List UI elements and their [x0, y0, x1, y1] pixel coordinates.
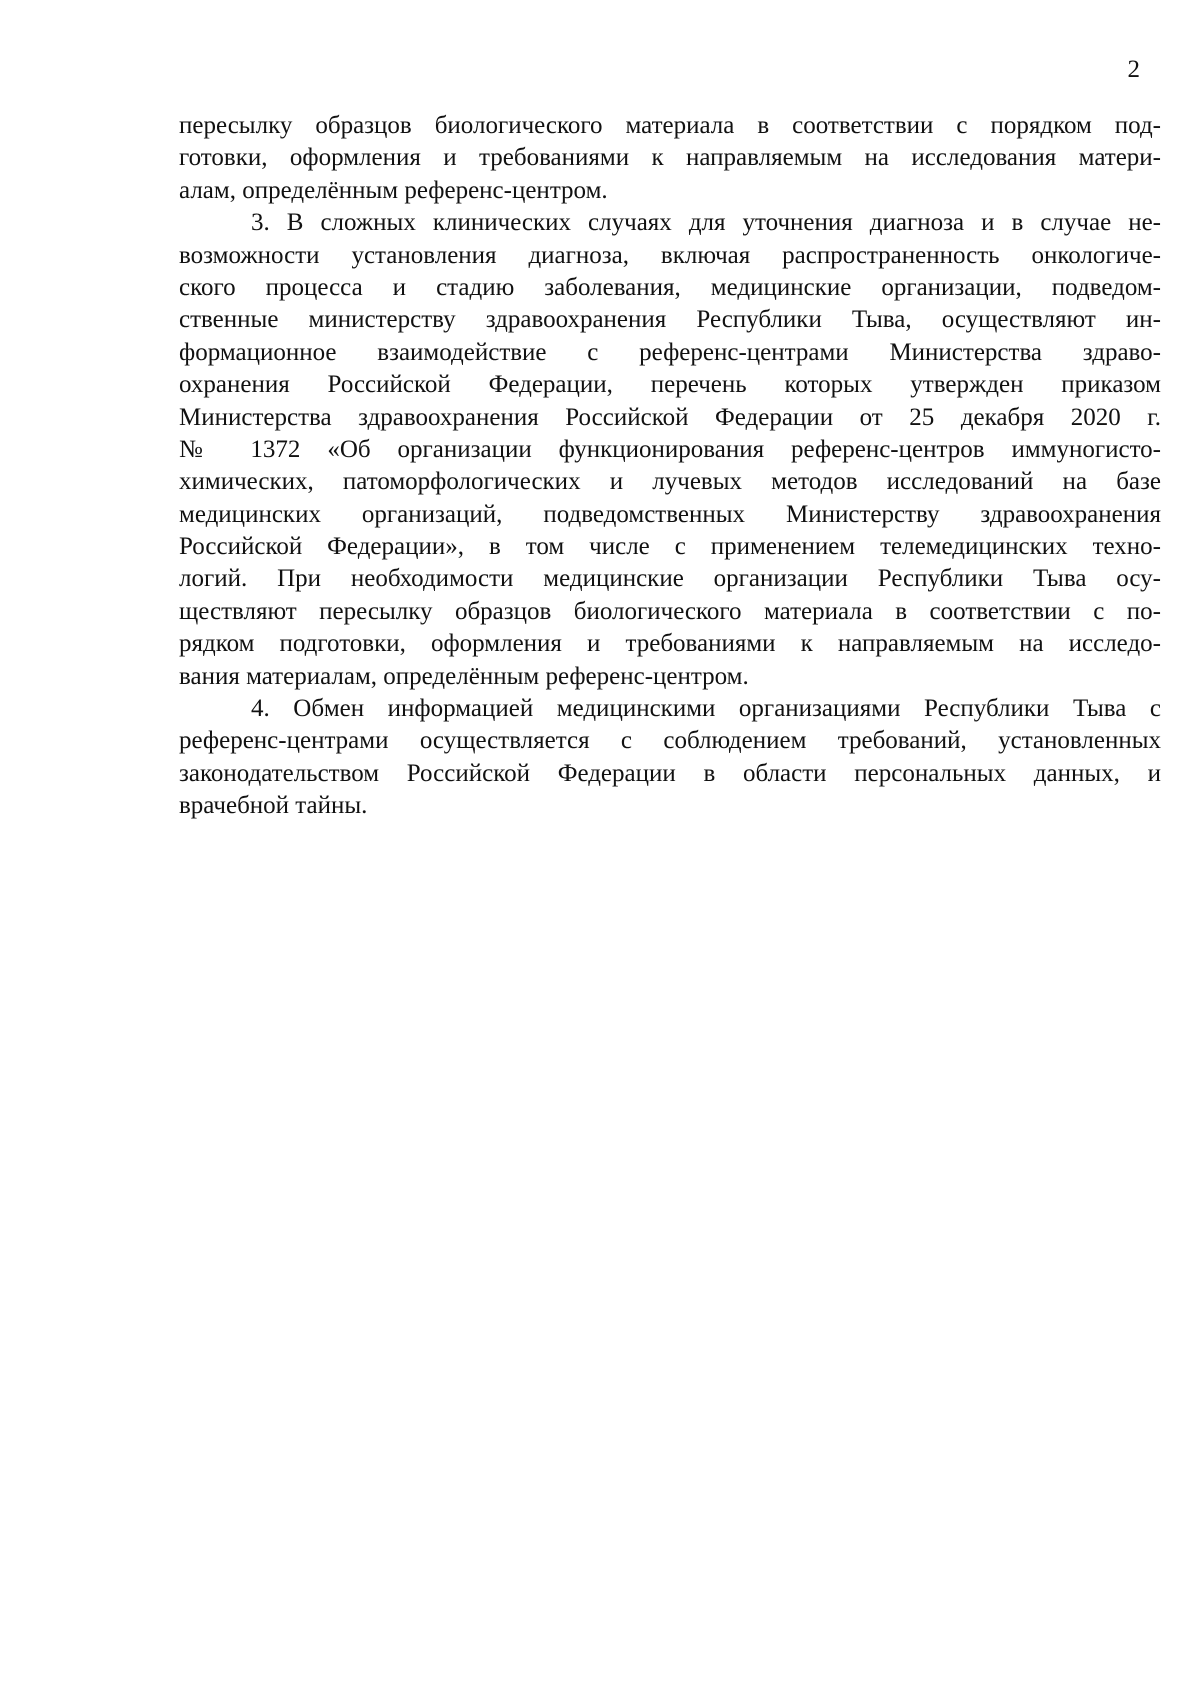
text-line: ственные министерству здравоохранения Республики Тыва, осуществляют ин- [179, 306, 1161, 334]
text-line: химических, патоморфологических и лучевых методов исследований на базе [179, 468, 1161, 496]
page-number: 2 [1127, 56, 1140, 83]
paragraph-4 [179, 693, 1161, 823]
text-line: ского процесса и стадию заболевания, медицинские организации, подведом- [179, 273, 1161, 301]
text-line: возможности установления диагноза, включая распространенность онкологиче- [179, 241, 1161, 269]
text-line: формационное взаимодействие с референс-центрами Министерства здраво- [179, 338, 1161, 366]
document-body [179, 110, 1161, 823]
text-line: законодательством Российской Федерации в области персональных данных, и [179, 759, 1161, 787]
text-line: 3. В сложных клинических случаях для уточнения диагноза и в случае не- [251, 209, 1161, 237]
text-line: готовки, оформления и требованиями к направляемым на исследования матери- [179, 144, 1161, 172]
text-line: рядком подготовки, оформления и требованиями к направляемым на исследо- [179, 630, 1161, 658]
text-line: 4. Обмен информацией медицинскими организациями Республики Тыва с [251, 695, 1161, 723]
text-line: референс-центрами осуществляется с соблюдением требований, установленных [179, 727, 1161, 755]
text-line: пересылку образцов биологического материала в соответствии с порядком под- [179, 112, 1161, 139]
text-line: № 1372 «Об организации функционирования референс-центров иммуногисто- [179, 435, 1161, 463]
text-line: врачебной тайны. [179, 792, 368, 820]
text-line: алам, определённым референс-центром. [179, 176, 608, 204]
text-line: медицинских организаций, подведомственных Министерству здравоохранения [179, 500, 1161, 528]
text-line: Министерства здравоохранения Российской Федерации от 25 декабря 2020 г. [179, 403, 1161, 431]
text-line: Российской Федерации», в том числе с применением телемедицинских техно- [179, 533, 1161, 561]
text-line: вания материалам, определённым референс-центром. [179, 662, 749, 690]
paragraph-3 [179, 207, 1161, 693]
text-line: ществляют пересылку образцов биологического материала в соответствии с по- [179, 597, 1161, 625]
text-line: охранения Российской Федерации, перечень которых утвержден приказом [179, 371, 1161, 399]
paragraph-continuation [179, 110, 1161, 207]
text-line: логий. При необходимости медицинские организации Республики Тыва осу- [179, 565, 1161, 593]
